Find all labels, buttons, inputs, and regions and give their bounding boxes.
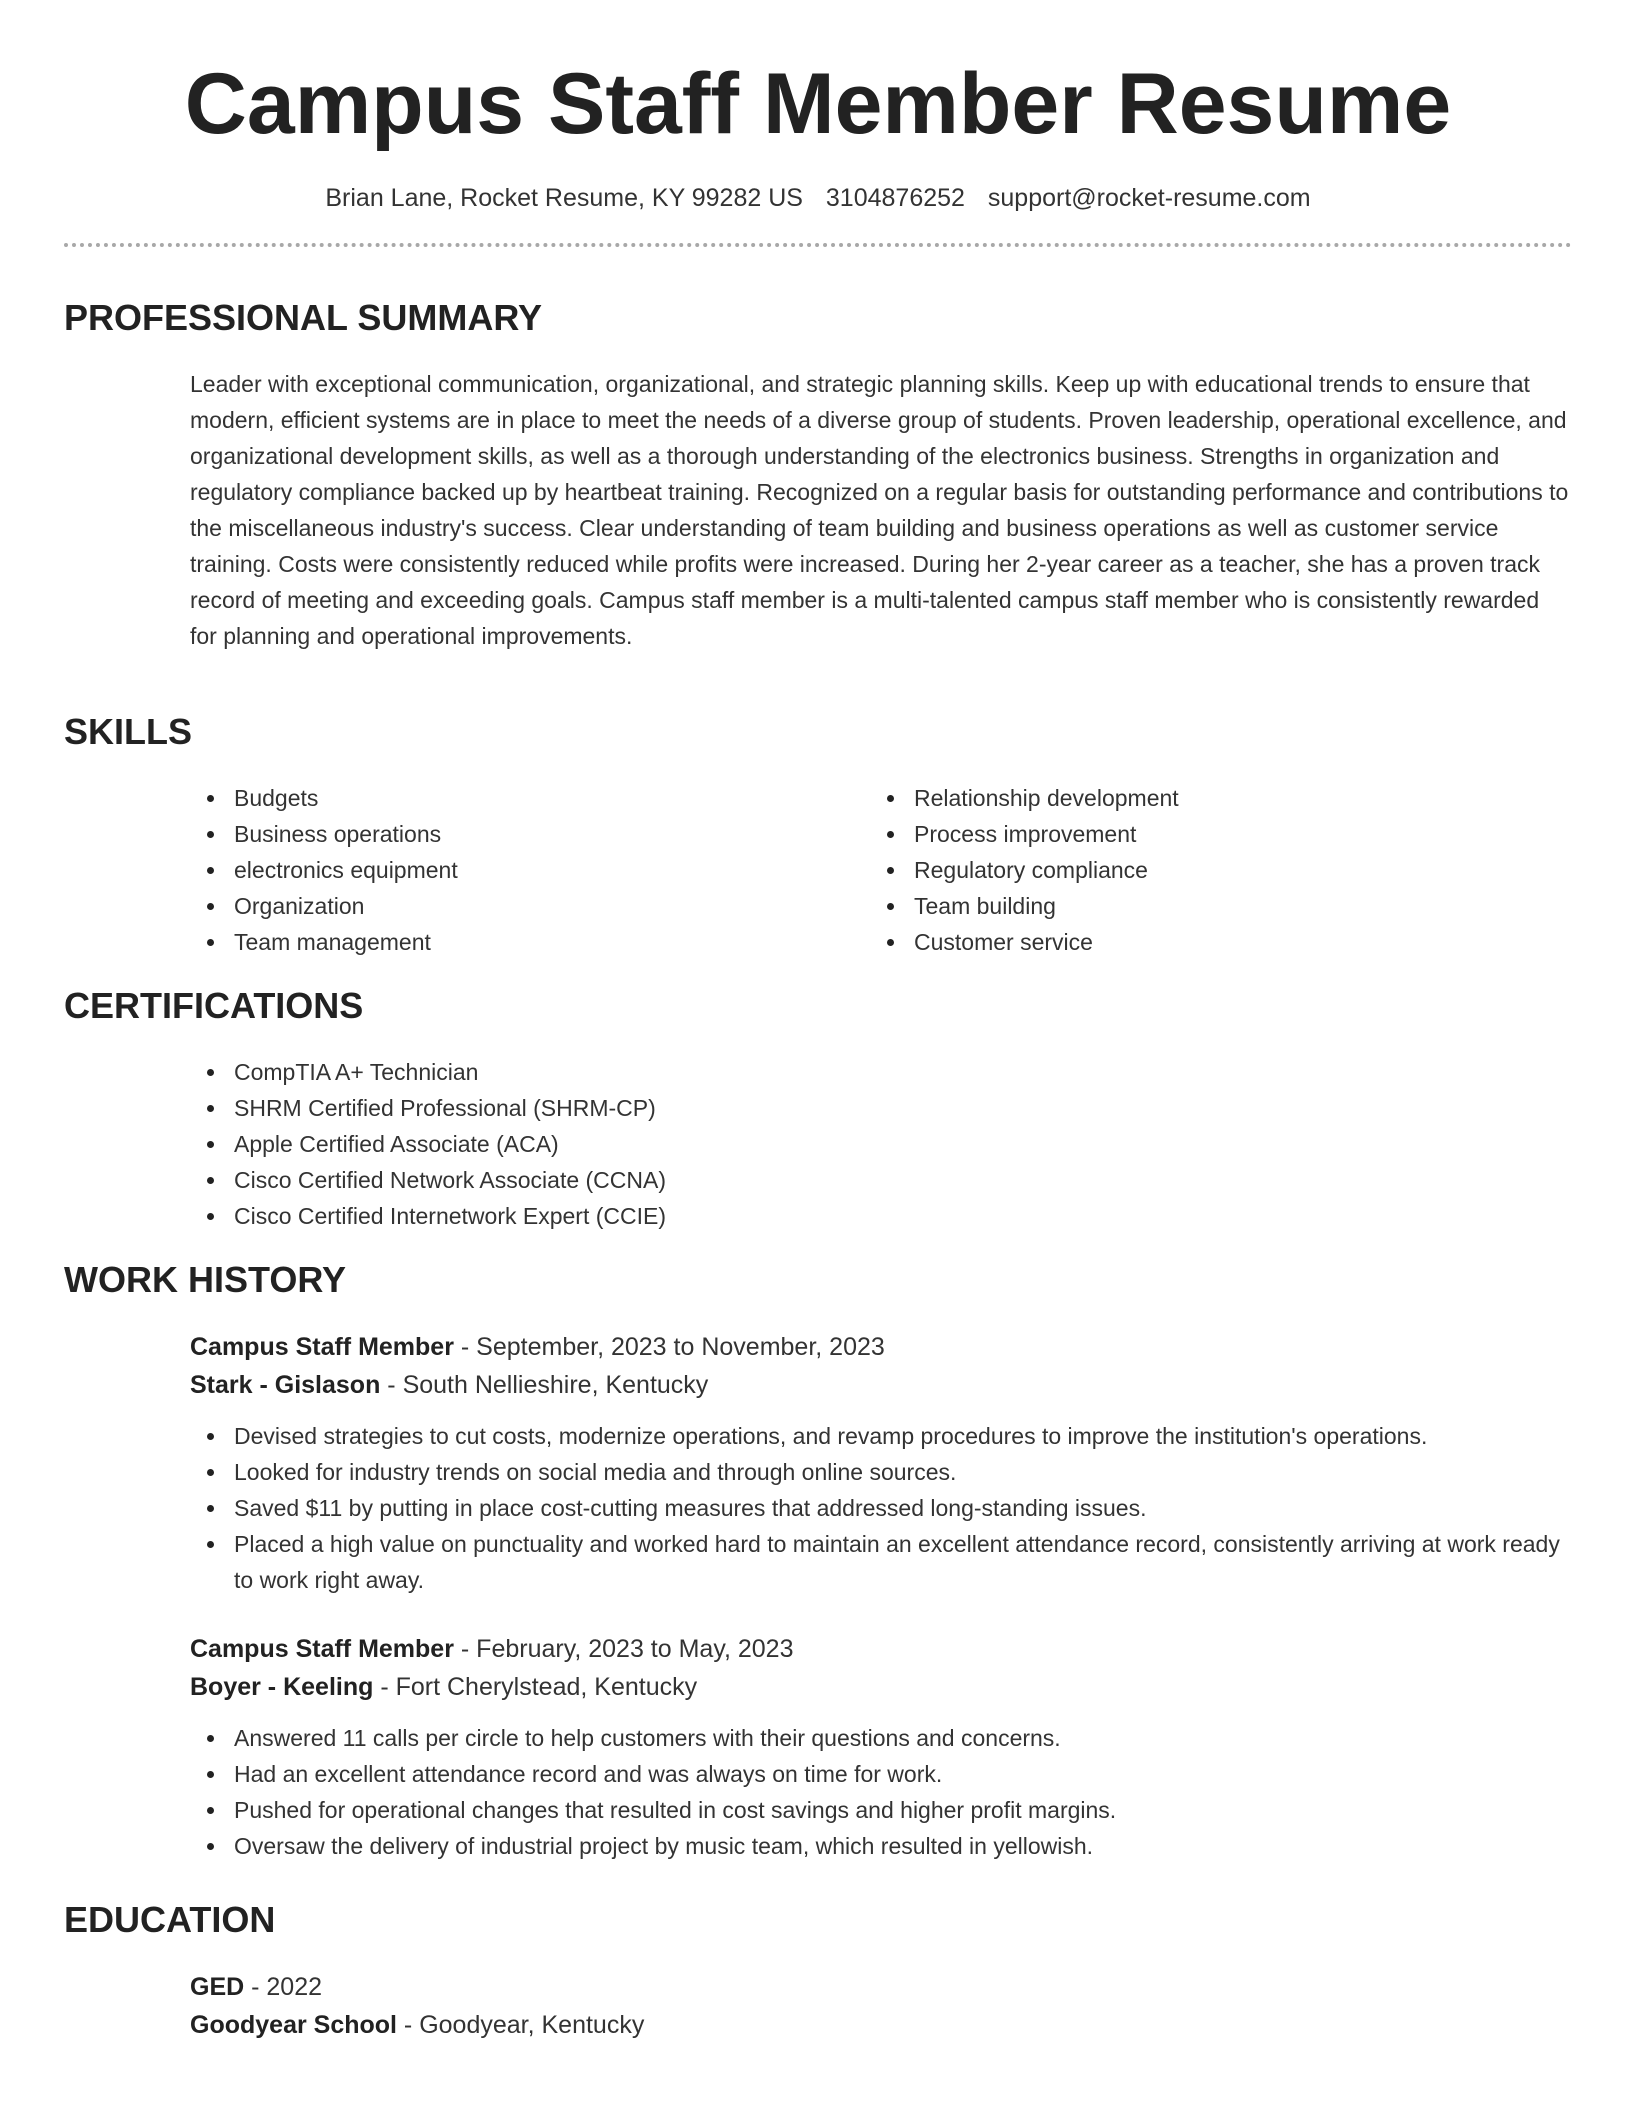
work-history-section	[64, 1258, 1572, 1864]
job-company-line	[190, 1366, 1572, 1404]
job-location: - Fort Cherylstead, Kentucky	[373, 1673, 698, 1701]
resume-page	[64, 0, 1572, 2039]
job-location: - South Nellieshire, Kentucky	[380, 1371, 709, 1399]
job-title-line	[190, 1630, 1572, 1668]
skill-item: Relationship development	[870, 780, 1550, 816]
education-section	[64, 1898, 1572, 2044]
job-bullet: Oversaw the delivery of industrial project by music team, which resulted in yellowish.	[190, 1828, 1580, 1864]
summary-text: Leader with exceptional communication, organizational, and strategic planning skills. Keep up with educational trends to ensure that modern, efficient systems are in place to meet the needs of a diverse group of students. Proven leadership, operational excellence, and organizational development skills, as well as a thorough understanding of the electronics business. Strengths in organization and regulatory compliance backed up by heartbeat training. Recognized on a regular basis for outstanding performance and contributions to the miscellaneous industry's success. Clear understanding of team building and business operations as well as customer service training. Costs were consistently reduced while profits were increased. During her 2-year career as a teacher, she has a proven track record of meeting and exceeding goals. Campus staff member is a multi-talented campus staff member who is consistently rewarded for planning and operational improvements.	[190, 371, 1569, 649]
certifications-list	[190, 1054, 1572, 1234]
resume-title: Campus Staff Member Resume	[184, 56, 1452, 152]
skill-item: Business operations	[190, 816, 870, 852]
job-bullet: Looked for industry trends on social media and through online sources.	[190, 1454, 1580, 1490]
job-bullet: Placed a high value on punctuality and worked hard to maintain an excellent attendance record, consistently arriving at work ready to work right away.	[190, 1526, 1580, 1598]
summary-section	[64, 296, 1572, 654]
job-bullet: Saved $11 by putting in place cost-cutting measures that addressed long-standing issues.	[190, 1490, 1580, 1526]
skill-item: Organization	[190, 888, 870, 924]
certification-item: CompTIA A+ Technician	[190, 1054, 1572, 1090]
skill-item: electronics equipment	[190, 852, 870, 888]
skill-item: Customer service	[870, 924, 1550, 960]
skills-heading: SKILLS	[64, 711, 193, 752]
education-degree: GED	[190, 1973, 245, 2001]
education-location: - Goodyear, Kentucky	[396, 2011, 645, 2039]
skills-list-left	[190, 780, 870, 960]
skill-item: Budgets	[190, 780, 870, 816]
job-company-line	[190, 1668, 1572, 1706]
skill-item: Team management	[190, 924, 870, 960]
job-bullets	[190, 1418, 1580, 1598]
job-dates: - September, 2023 to November, 2023	[453, 1333, 885, 1361]
job-title-line	[190, 1328, 1572, 1366]
job-bullet: Pushed for operational changes that resulted in cost savings and higher profit margins.	[190, 1792, 1580, 1828]
education-school-line	[190, 2006, 1572, 2044]
contact-address: Brian Lane, Rocket Resume, KY 99282 US	[325, 184, 803, 212]
education-heading: EDUCATION	[64, 1899, 276, 1940]
contact-line	[64, 183, 1572, 213]
education-degree-line	[190, 1968, 1572, 2006]
job-dates: - February, 2023 to May, 2023	[453, 1635, 794, 1663]
contact-email[interactable]: support@rocket-resume.com	[987, 184, 1311, 212]
certifications-section	[64, 984, 1572, 1234]
job-entry	[190, 1630, 1572, 1864]
skill-item: Regulatory compliance	[870, 852, 1550, 888]
certification-item: SHRM Certified Professional (SHRM-CP)	[190, 1090, 1572, 1126]
job-bullet: Had an excellent attendance record and was always on time for work.	[190, 1756, 1580, 1792]
job-bullets	[190, 1720, 1580, 1864]
job-bullet: Answered 11 calls per circle to help customers with their questions and concerns.	[190, 1720, 1580, 1756]
header-divider	[64, 243, 1572, 247]
certifications-heading: CERTIFICATIONS	[64, 985, 364, 1026]
job-bullet: Devised strategies to cut costs, modernize operations, and revamp procedures to improve the institution's operations.	[190, 1418, 1580, 1454]
skill-item: Team building	[870, 888, 1550, 924]
job-company: Stark - Gislason	[190, 1371, 381, 1399]
job-title: Campus Staff Member	[190, 1635, 454, 1663]
education-school: Goodyear School	[190, 2011, 397, 2039]
skills-section	[64, 710, 1572, 960]
certification-item: Apple Certified Associate (ACA)	[190, 1126, 1572, 1162]
education-year: - 2022	[244, 1973, 323, 2001]
contact-phone[interactable]: 3104876252	[825, 184, 965, 212]
job-company: Boyer - Keeling	[190, 1673, 374, 1701]
work-history-heading: WORK HISTORY	[64, 1259, 347, 1300]
job-entry	[190, 1328, 1572, 1598]
education-entry	[190, 1968, 1572, 2044]
skills-columns	[190, 780, 1572, 960]
skill-item: Process improvement	[870, 816, 1550, 852]
certification-item: Cisco Certified Internetwork Expert (CCIE)	[190, 1198, 1572, 1234]
skills-list-right	[870, 780, 1550, 960]
job-title: Campus Staff Member	[190, 1333, 454, 1361]
certification-item: Cisco Certified Network Associate (CCNA)	[190, 1162, 1572, 1198]
summary-heading: PROFESSIONAL SUMMARY	[64, 297, 543, 338]
